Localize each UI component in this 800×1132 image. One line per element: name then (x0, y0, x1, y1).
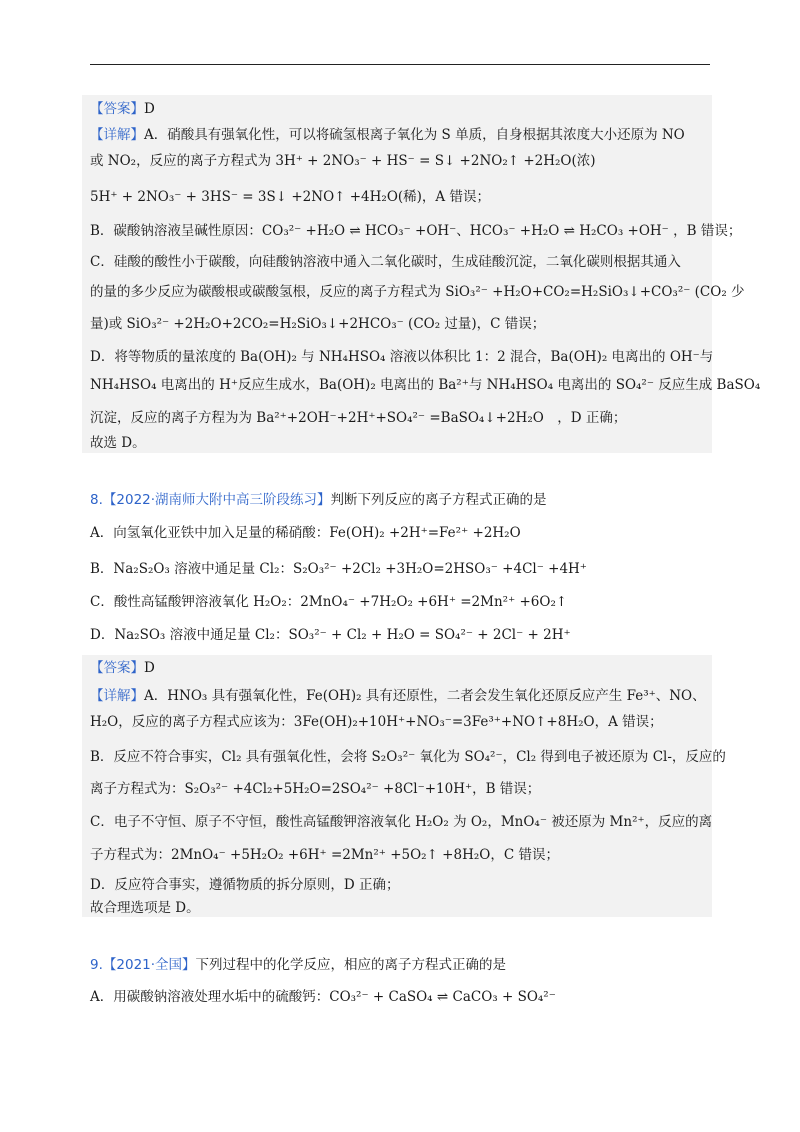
option-d: D．Na₂SO₃ 溶液中通足量 Cl₂：SO₃²⁻ + Cl₂ + H₂O = SO₄²⁻ + 2Cl⁻ + 2H⁺ (90, 627, 571, 643)
detail-line: 的量的多少反应为碳酸根或碳酸氢根，反应的离子方程式为 SiO₃²⁻ +H₂O+CO₂=H₂SiO₃↓+CO₃²⁻ (CO₂ 少 (90, 284, 745, 300)
answer-value: D (144, 101, 155, 117)
question-number: 9. (90, 957, 103, 973)
question-8-stem (90, 491, 547, 509)
question-9-stem (90, 956, 506, 974)
detail-tag: 【详解】 (90, 688, 144, 704)
detail-line: 子方程式为：2MnO₄⁻ +5H₂O₂ +6H⁺ =2Mn²⁺ +5O₂↑ +8H₂O，C 错误； (90, 847, 559, 863)
detail-line: C．硅酸的酸性小于碳酸，向硅酸钠溶液中通入二氧化碳时，生成硅酸沉淀，二氧化碳则根据其通入 (90, 254, 681, 270)
question-text: 判断下列反应的离子方程式正确的是 (330, 492, 547, 508)
question-source: 【2022·湖南师大附中高三阶段练习】 (102, 492, 331, 508)
question-source: 【2021·全国】 (102, 957, 196, 973)
answer-box-q7 (82, 95, 712, 453)
detail-line: NH₄HSO₄ 电离出的 H⁺反应生成水，Ba(OH)₂ 电离出的 Ba²⁺与 NH₄HSO₄ 电离出的 SO₄²⁻ 反应生成 BaSO₄ (90, 377, 761, 393)
option-c: C．酸性高锰酸钾溶液氧化 H₂O₂：2MnO₄⁻ +7H₂O₂ +6H⁺ =2Mn²⁺ +6O₂↑ (90, 594, 568, 610)
detail-line: 5H⁺ + 2NO₃⁻ + 3HS⁻ = 3S↓ +2NO↑ +4H₂O(稀)，A 错误； (90, 189, 490, 205)
detail-line: 故选 D。 (90, 435, 146, 451)
option-a: A．向氢氧化亚铁中加入足量的稀硝酸：Fe(OH)₂ +2H⁺=Fe²⁺ +2H₂O (90, 525, 521, 541)
top-rule (90, 64, 710, 65)
detail-tag: 【详解】 (90, 127, 144, 143)
detail-line: 离子方程式为：S₂O₃²⁻ +4Cl₂+5H₂O=2SO₄²⁻ +8Cl⁻+10H⁺，B 错误； (90, 781, 541, 797)
answer-tag: 【答案】 (90, 660, 144, 676)
detail-line: B．碳酸钠溶液呈碱性原因：CO₃²⁻ +H₂O ⇌ HCO₃⁻ +OH⁻、HCO₃⁻ +H₂O ⇌ H₂CO₃ +OH⁻ ，B 错误； (90, 223, 742, 239)
detail-line: 沉淀，反应的离子方程为为 Ba²⁺+2OH⁻+2H⁺+SO₄²⁻ =BaSO₄↓+2H₂O ，D 正确； (90, 410, 627, 426)
detail-line (90, 126, 685, 144)
answer-tag: 【答案】 (90, 101, 144, 117)
answer-line (90, 100, 155, 118)
answer-value: D (144, 660, 155, 676)
detail-line: B．反应不符合事实，Cl₂ 具有强氧化性，会将 S₂O₃²⁻ 氧化为 SO₄²⁻，Cl₂ 得到电子被还原为 Cl-，反应的 (90, 749, 726, 765)
detail-line: C．电子不守恒、原子不守恒，酸性高锰酸钾溶液氧化 H₂O₂ 为 O₂，MnO₄⁻ 被还原为 Mn²⁺，反应的离 (90, 814, 713, 830)
option-a: A．用碳酸钠溶液处理水垢中的硫酸钙：CO₃²⁻ + CaSO₄ ⇌ CaCO₃ + SO₄²⁻ (90, 989, 556, 1005)
detail-line: D．反应符合事实，遵循物质的拆分原则，D 正确； (90, 877, 400, 893)
answer-line (90, 659, 155, 677)
detail-line (90, 687, 706, 705)
question-text: 下列过程中的化学反应，相应的离子方程式正确的是 (195, 957, 507, 973)
detail-line: H₂O，反应的离子方程式应该为：3Fe(OH)₂+10H⁺+NO₃⁻=3Fe³⁺+NO↑+8H₂O，A 错误； (90, 714, 663, 730)
question-number: 8. (90, 492, 103, 508)
detail-line: 或 NO₂，反应的离子方程式为 3H⁺ + 2NO₃⁻ + HS⁻ = S↓ +2NO₂↑ +2H₂O(浓) (90, 153, 596, 169)
detail-line: 故合理选项是 D。 (90, 900, 200, 916)
detail-text: A．HNO₃ 具有强氧化性，Fe(OH)₂ 具有还原性，二者会发生氧化还原反应产生 Fe³⁺、NO、 (144, 688, 706, 704)
option-b: B．Na₂S₂O₃ 溶液中通足量 Cl₂：S₂O₃²⁻ +2Cl₂ +3H₂O=2HSO₃⁻ +4Cl⁻ +4H⁺ (90, 561, 587, 577)
detail-line: D．将等物质的量浓度的 Ba(OH)₂ 与 NH₄HSO₄ 溶液以体积比 1：2 混合，Ba(OH)₂ 电离出的 OH⁻与 (90, 349, 714, 365)
detail-line: 量)或 SiO₃²⁻ +2H₂O+2CO₂=H₂SiO₃↓+2HCO₃⁻ (CO₂ 过量)，C 错误； (90, 316, 546, 332)
detail-text: A．硝酸具有强氧化性，可以将硫氢根离子氧化为 S 单质，自身根据其浓度大小还原为 NO (144, 127, 685, 143)
